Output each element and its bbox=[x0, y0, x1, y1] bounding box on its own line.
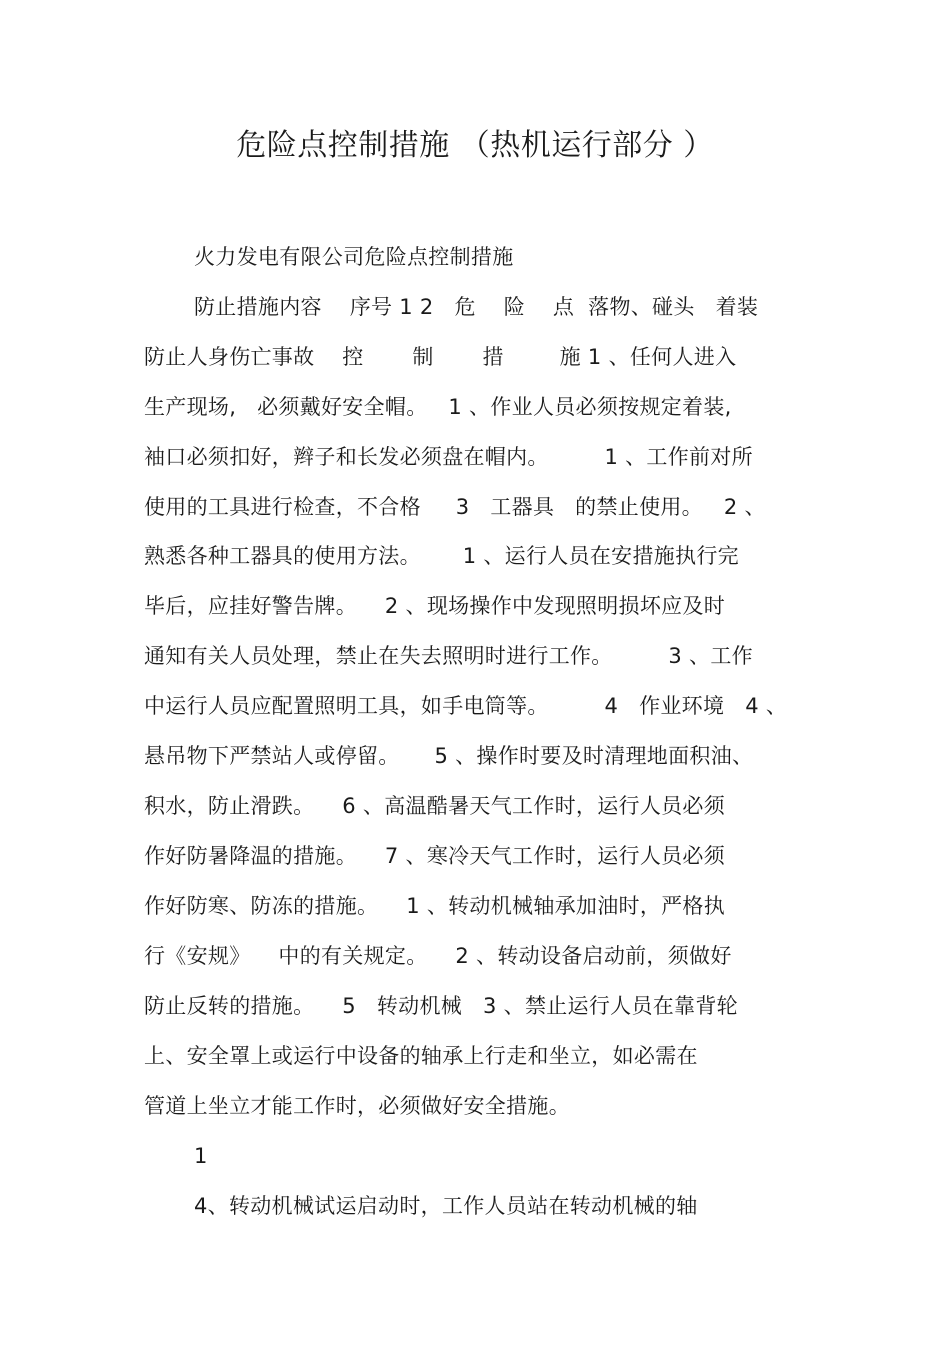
paragraph-line: 上、安全罩上或运行中设备的轴承上行走和坐立，如必需在 bbox=[144, 1044, 698, 1068]
paragraph-line: 4、转动机械试运启动时，工作人员站在转动机械的轴 bbox=[194, 1194, 698, 1218]
paragraph-line: 防止措施内容 序号 1 2 危 险 点 落物、碰头 着装 bbox=[194, 295, 759, 319]
paragraph-line: 作好防暑降温的措施。 7 、寒冷天气工作时，运行人员必须 bbox=[144, 844, 726, 868]
paragraph-line: 行《安规》 中的有关规定。 2 、转动设备启动前，须做好 bbox=[144, 944, 732, 968]
paragraph-line: 毕后，应挂好警告牌。 2 、现场操作中发现照明损坏应及时 bbox=[144, 594, 726, 618]
paragraph-line: 悬吊物下严禁站人或停留。 5 、操作时要及时清理地面积油、 bbox=[144, 744, 754, 768]
paragraph-line: 中运行人员应配置照明工具，如手电筒等。 4 作业环境 4 、 bbox=[144, 694, 788, 718]
paragraph-line: 熟悉各种工器具的使用方法。 1 、运行人员在安措施执行完 bbox=[144, 544, 739, 568]
paragraph-line: 使用的工具进行检查，不合格 3 工器具 的禁止使用。 2 、 bbox=[144, 495, 766, 519]
page-number: 1 bbox=[194, 1144, 208, 1168]
paragraph-line: 积水，防止滑跌。 6 、高温酷暑天气工作时，运行人员必须 bbox=[144, 794, 726, 818]
paragraph-line: 防止人身伤亡事故 控 制 措 施 1 、任何人进入 bbox=[144, 345, 737, 369]
paragraph-line: 管道上坐立才能工作时，必须做好安全措施。 bbox=[144, 1094, 570, 1118]
document-title: 危险点控制措施 （热机运行部分 ） bbox=[236, 128, 714, 163]
paragraph-line: 通知有关人员处理，禁止在失去照明时进行工作。 3 、工作 bbox=[144, 644, 753, 668]
document-subtitle: 火力发电有限公司危险点控制措施 bbox=[194, 245, 514, 269]
paragraph-line: 袖口必须扣好，辫子和长发必须盘在帽内。 1 、工作前对所 bbox=[144, 445, 753, 469]
paragraph-line: 作好防寒、防冻的措施。 1 、转动机械轴承加油时，严格执 bbox=[144, 894, 726, 918]
paragraph-line: 生产现场, 必须戴好安全帽。 1 、作业人员必须按规定着装, bbox=[144, 395, 732, 419]
paragraph-line: 防止反转的措施。 5 转动机械 3 、禁止运行人员在靠背轮 bbox=[144, 994, 738, 1018]
